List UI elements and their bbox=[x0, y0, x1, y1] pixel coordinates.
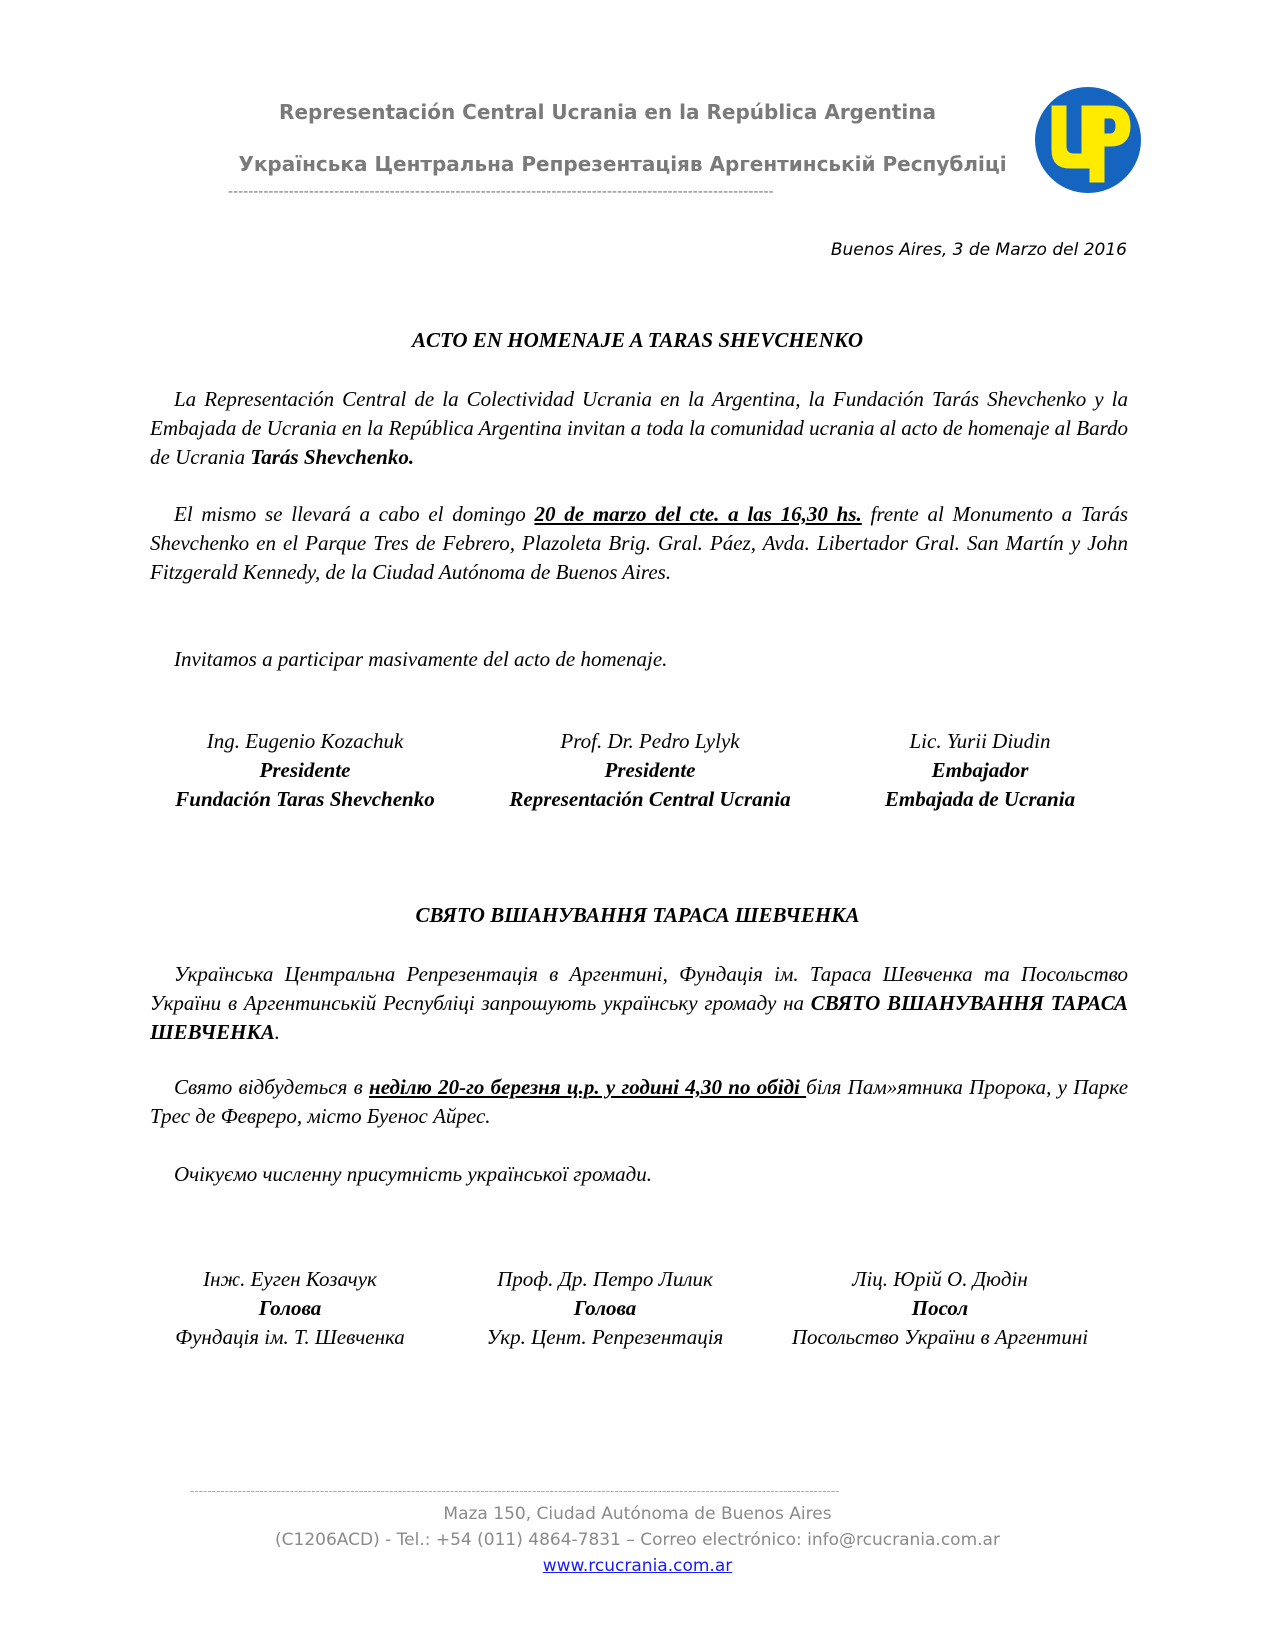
signature-role: Голова bbox=[573, 1296, 637, 1320]
signature-org: Representación Central Ucrania bbox=[509, 787, 791, 811]
signature-role: Presidente bbox=[604, 758, 696, 782]
signature-name: Інж. Еуген Козачук bbox=[203, 1267, 377, 1291]
spanish-paragraph-2-pre: El mismo se llevará a cabo el domingo bbox=[174, 502, 535, 526]
signature-name: Ing. Eugenio Kozachuk bbox=[206, 729, 404, 753]
signature-org: Укр. Цент. Репрезентація bbox=[486, 1325, 724, 1349]
letter-date: Buenos Aires, 3 de Marzo del 2016 bbox=[830, 240, 1127, 260]
signature-org: Фундація ім. Т. Шевченка bbox=[175, 1325, 405, 1349]
ukrainian-paragraph-1-end: . bbox=[274, 1020, 280, 1044]
signature-name: Prof. Dr. Pedro Lylyk bbox=[560, 729, 740, 753]
ukrainian-signature-1 bbox=[145, 1265, 435, 1352]
signature-role: Посол bbox=[911, 1296, 969, 1320]
signature-role: Голова bbox=[258, 1296, 322, 1320]
spanish-paragraph-2-post: frente al Monumento a Tarás Shevchenko en el Parque Tres de Febrero, Plazoleta Brig. Gral. Páez, Avda. Libertador Gral. San Martín y John Fitzgerald Kennedy, de la Ciudad Autónoma de Buenos Aires. bbox=[150, 502, 1129, 584]
ukrainian-paragraph-1 bbox=[150, 960, 1128, 1047]
header-org-ukrainian: Українська Центральна Репрезентаціяв Аргентинській Республіці bbox=[238, 152, 1007, 176]
signature-role: Presidente bbox=[259, 758, 351, 782]
header-org-spanish: Representación Central Ucrania en la República Argentina bbox=[279, 100, 936, 124]
ukrainian-title: СВЯТО ВШАНУВАННЯ ТАРАСА ШЕВЧЕНКА bbox=[415, 903, 860, 927]
ukrainian-paragraph-1-text: Українська Центральна Репрезентація в Аргентині, Фундація ім. Тараса Шевченка та Посольство України в Аргентинській Республіці запрошують українську громаду на bbox=[150, 962, 1128, 1015]
footer-address: Maza 150, Ciudad Autónoma de Buenos Aires bbox=[443, 1504, 832, 1524]
signature-org: Fundación Taras Shevchenko bbox=[175, 787, 435, 811]
signature-org: Embajada de Ucrania bbox=[884, 787, 1076, 811]
ukrainian-signature-3 bbox=[755, 1265, 1125, 1352]
spanish-paragraph-3-text: Invitamos a participar masivamente del acto de homenaje. bbox=[174, 647, 668, 671]
header-divider: ------------------------------------------------------------------------------------------------------------ bbox=[228, 184, 774, 200]
ukrainian-paragraph-2-post: біля Пам»ятника Пророка, у Парке Трес де Февреро, місто Буенос Айрес. bbox=[150, 1075, 1129, 1128]
spanish-paragraph-3 bbox=[150, 645, 1128, 674]
ukrainian-paragraph-2 bbox=[150, 1073, 1128, 1131]
spanish-signature-3 bbox=[850, 727, 1110, 814]
ukrainian-paragraph-3 bbox=[150, 1160, 1128, 1189]
ukrainian-paragraph-2-pre: Свято відбудеться в bbox=[174, 1075, 370, 1099]
spanish-paragraph-2 bbox=[150, 500, 1128, 587]
ukrainian-event-date: неділю 20-го березня ц.р. у годині 4,30 по обіді bbox=[369, 1075, 807, 1099]
signature-name: Lic. Yurii Diudin bbox=[909, 729, 1051, 753]
signature-name: Проф. Др. Петро Лилик bbox=[497, 1267, 713, 1291]
spanish-event-date: 20 de marzo del cte. a las 16,30 hs. bbox=[534, 502, 862, 526]
signature-name: Ліц. Юрій О. Дюдін bbox=[852, 1267, 1028, 1291]
organization-logo bbox=[1032, 84, 1144, 196]
signature-org: Посольство України в Аргентині bbox=[791, 1325, 1089, 1349]
footer-contact: (C1206ACD) - Tel.: +54 (011) 4864-7831 – Correo electrónico: info@rcucrania.com.ar bbox=[275, 1530, 1000, 1550]
spanish-title: ACTO EN HOMENAJE A TARAS SHEVCHENKO bbox=[411, 328, 864, 352]
signature-role: Embajador bbox=[931, 758, 1029, 782]
ukrainian-paragraph-1-bold: СВЯТО ВШАНУВАННЯ ТАРАСА ШЕВЧЕНКА bbox=[150, 991, 1128, 1044]
spanish-paragraph-1 bbox=[150, 385, 1128, 472]
spanish-signature-2 bbox=[485, 727, 815, 814]
spanish-signature-1 bbox=[150, 727, 460, 814]
spanish-paragraph-1-bold: Tarás Shevchenko. bbox=[250, 445, 415, 469]
footer-divider: ------------------------------------------------------------------------------------------------------------------------------------------------------ bbox=[190, 1484, 840, 1498]
ukrainian-paragraph-3-text: Очікуємо численну присутність української громади. bbox=[174, 1162, 652, 1186]
footer-website-link[interactable]: www.rcucrania.com.ar bbox=[542, 1556, 733, 1576]
ukrainian-signature-2 bbox=[455, 1265, 755, 1352]
spanish-paragraph-1-text: La Representación Central de la Colectividad Ucrania en la Argentina, la Fundación Tarás Shevchenko y la Embajada de Ucrania en la República Argentina invitan a toda la comunidad ucrania al acto de homenaje al Bardo de Ucrania bbox=[150, 387, 1128, 469]
